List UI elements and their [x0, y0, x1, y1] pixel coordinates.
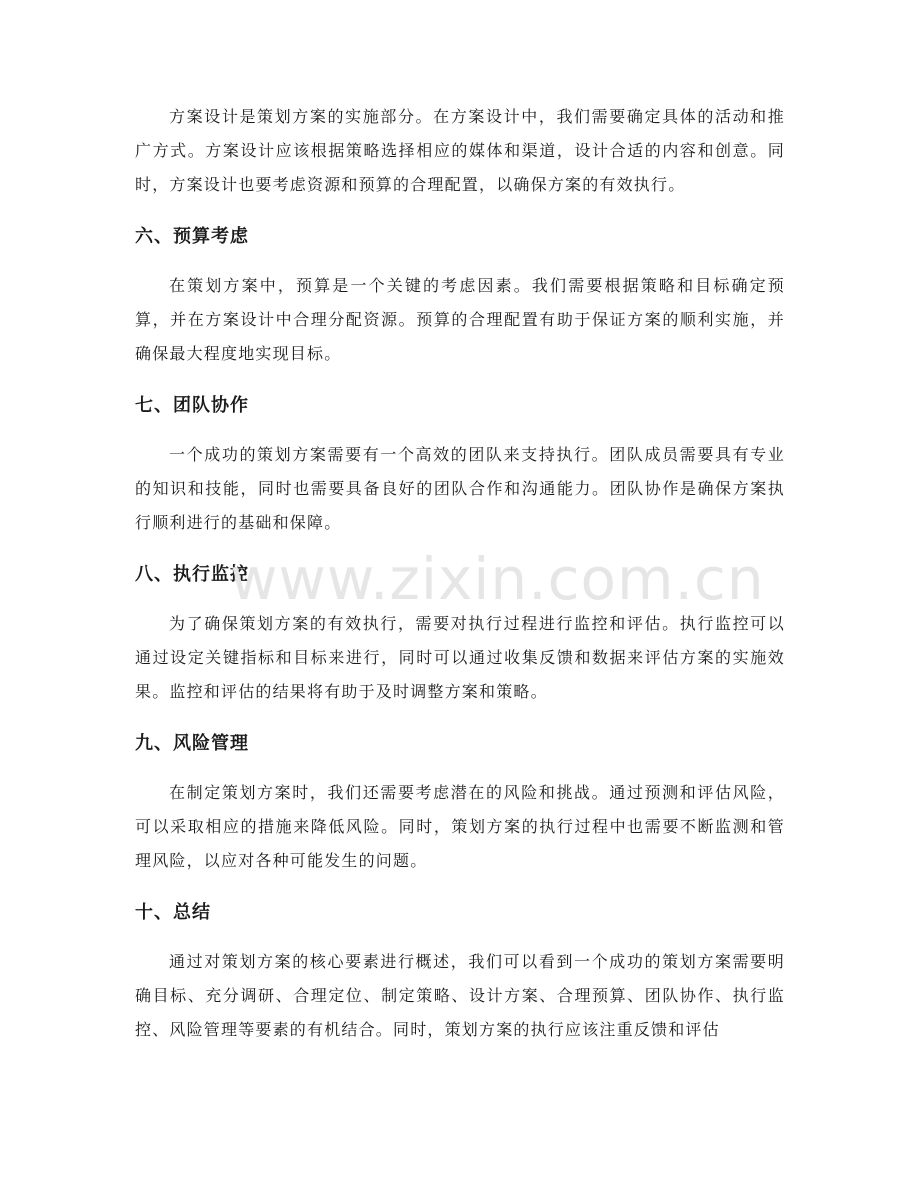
section-paragraph-risk: 在制定策划方案时，我们还需要考虑潜在的风险和挑战。通过预测和评估风险，可以采取相应的措施来降低风险。同时，策划方案的执行过程中也需要不断监测和管理风险，以应对各种可能发生的问题。: [135, 783, 785, 870]
section-paragraph-summary: 通过对策划方案的核心要素进行概述，我们可以看到一个成功的策划方案需要明确目标、充分调研、合理定位、制定策略、设计方案、合理预算、团队协作、执行监控、风险管理等要素的有机结合。同时，策划方案的执行应该注重反馈和评估: [135, 952, 785, 1039]
section-heading-risk: 九、风险管理: [135, 733, 249, 754]
section-heading-budget: 六、预算考虑: [135, 226, 249, 247]
watermark: www.zixin.com.cn: [230, 545, 765, 613]
section-paragraph-monitoring: 为了确保策划方案的有效执行，需要对执行过程进行监控和评估。执行监控可以通过设定关键指标和目标来进行，同时可以通过收集反馈和数据来评估方案的实施效果。监控和评估的结果将有助于及时调整方案和策略。: [135, 614, 785, 701]
section-paragraph-budget: 在策划方案中，预算是一个关键的考虑因素。我们需要根据策略和目标确定预算，并在方案设计中合理分配资源。预算的合理配置有助于保证方案的顺利实施，并确保最大程度地实现目标。: [135, 276, 785, 363]
section-paragraph-teamwork: 一个成功的策划方案需要有一个高效的团队来支持执行。团队成员需要具有专业的知识和技能，同时也需要具备良好的团队合作和沟通能力。团队协作是确保方案执行顺利进行的基础和保障。: [135, 445, 785, 532]
intro-paragraph: 方案设计是策划方案的实施部分。在方案设计中，我们需要确定具体的活动和推广方式。方案设计应该根据策略选择相应的媒体和渠道，设计合适的内容和创意。同时，方案设计也要考虑资源和预算的合理配置，以确保方案的有效执行。: [135, 107, 785, 194]
document-body: [135, 100, 785, 1067]
section-heading-summary: 十、总结: [135, 902, 211, 923]
section-heading-teamwork: 七、团队协作: [135, 395, 249, 416]
section-heading-monitoring: 八、执行监控: [135, 564, 249, 585]
